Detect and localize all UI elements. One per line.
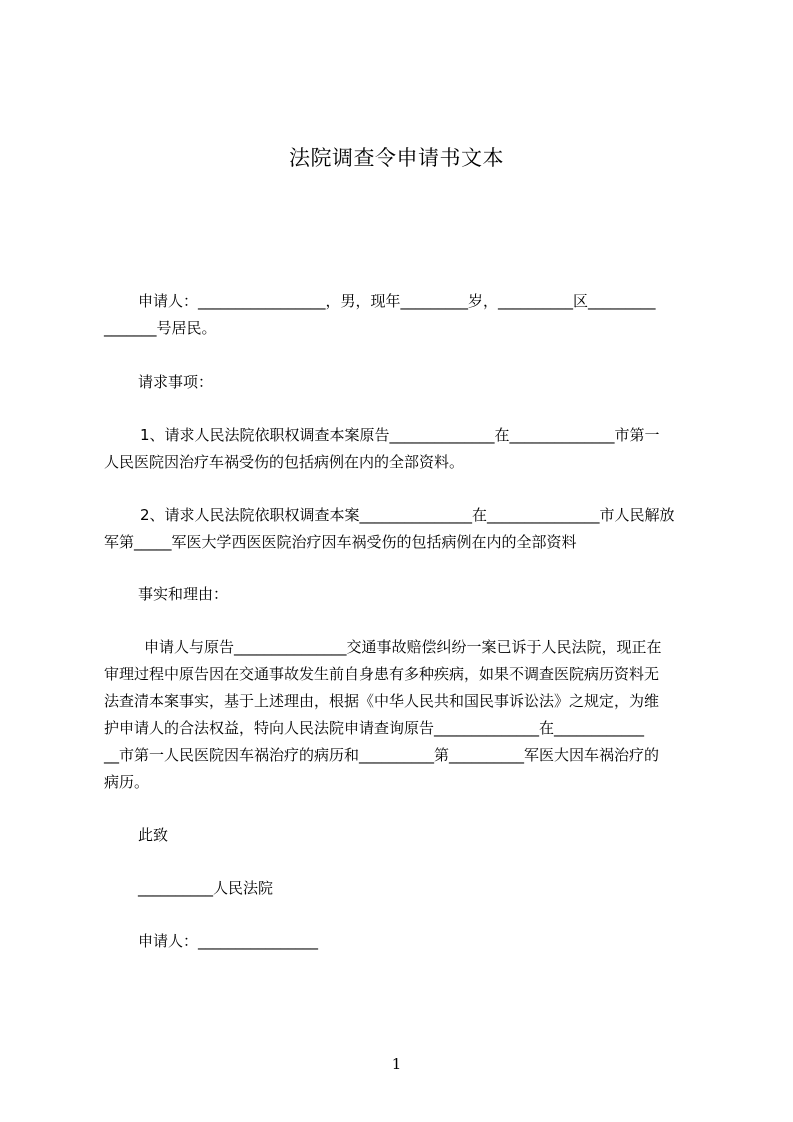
page-number: 1 (391, 1055, 402, 1073)
facts-line-5: __市第一人民医院因车祸治疗的病历和__________第__________军医大因车祸治疗的 (104, 746, 660, 764)
court-line: __________人民法院 (138, 879, 274, 897)
request-heading: 请求事项： (138, 373, 214, 391)
facts-heading: 事实和理由： (138, 585, 229, 603)
request-2-line-1: 2、请求人民法院依职权调查本案_______________在_______________市人民解放 (140, 506, 675, 524)
closing-text: 此致 (138, 826, 169, 844)
request-1-line-1: 1、请求人民法院依职权调查本案原告______________在______________市第一 (140, 426, 660, 444)
signature-line: 申请人：________________ (138, 932, 319, 950)
facts-line-1: 申请人与原告_______________交通事故赔偿纠纷一案已诉于人民法院，现正在 (144, 638, 662, 656)
request-2-line-2: 军第_____军医大学西医医院治疗因车祸受伤的包括病例在内的全部资料 (104, 533, 577, 551)
applicant-line-2: _______号居民。 (104, 319, 217, 337)
applicant-line-1: 申请人：_________________，男，现年_________岁，__________区_________ (138, 292, 656, 310)
document-title: 法院调查令申请书文本 (289, 146, 504, 170)
facts-line-4: 护申请人的合法权益，特向人民法院申请查询原告______________在____________ (104, 719, 645, 737)
facts-line-2: 审理过程中原告因在交通事故发生前自身患有多种疾病，如果不调查医院病历资料无 (104, 665, 660, 683)
facts-line-6: 病历。 (104, 773, 150, 791)
facts-line-3: 法查清本案事实，基于上述理由，根据《中华人民共和国民事诉讼法》之规定，为维 (104, 692, 660, 710)
request-1-line-2: 人民医院因治疗车祸受伤的包括病例在内的全部资料。 (104, 453, 465, 471)
